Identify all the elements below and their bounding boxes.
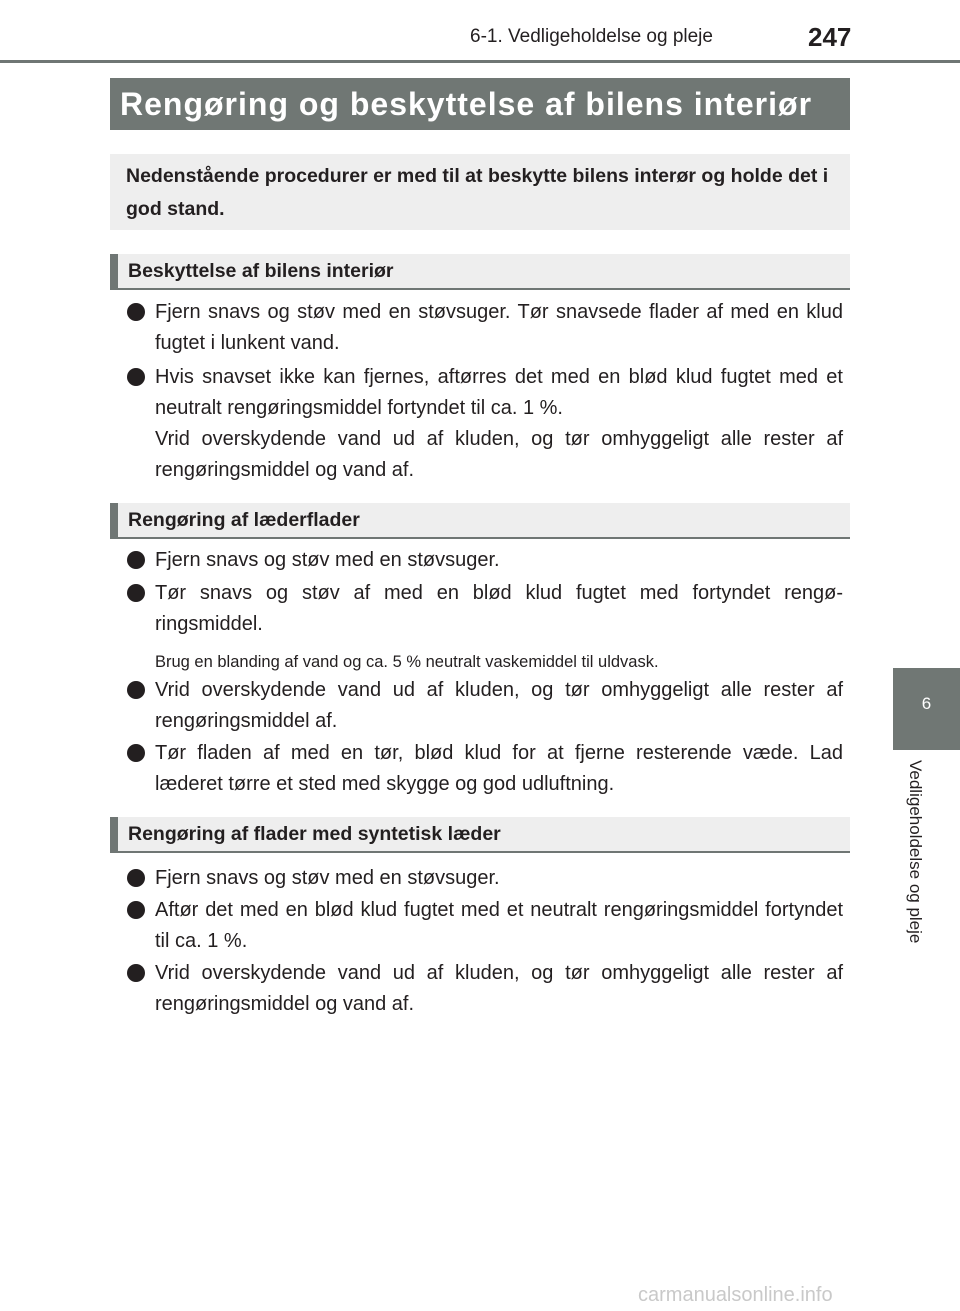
- bullet-icon: [127, 901, 145, 919]
- list-item-text: Fjern snavs og støv med en støvsuger. Tør snavsede flader af med en klud fugtet i lunkent vand.: [155, 301, 843, 354]
- page-title: Rengøring og beskyttelse af bilens interiør: [110, 78, 850, 130]
- list-item-text: Hvis snavset ikke kan fjernes, aftørres det med en blød klud fugtet med et neutralt rengøringsmiddel fortyndet til ca. 1 %.: [155, 366, 843, 419]
- watermark: carmanualsonline.info: [638, 1284, 833, 1306]
- bullet-icon: [127, 584, 145, 602]
- list-item: [127, 895, 843, 957]
- list-item-text: Aftør det med en blød klud fugtet med et neutralt rengøringsmiddel fortyndet til ca. 1 %.: [155, 899, 843, 952]
- section-heading-interior-protection: Beskyttelse af bilens interiør: [110, 254, 850, 290]
- bullet-icon: [127, 551, 145, 569]
- list-item-text: Tør fladen af med en tør, blød klud for at fjerne resterende væde. Lad læderet tørre et sted med skygge og god udluftning.: [155, 742, 843, 795]
- bullet-icon: [127, 681, 145, 699]
- list-item: [127, 362, 843, 486]
- list-item: [127, 545, 843, 576]
- page-number: 247: [808, 22, 852, 52]
- list-item-text: Vrid overskydende vand ud af kluden, og tør omhyggeligt alle rester af rengøringsmiddel og vand af.: [155, 962, 843, 1015]
- chapter-label: [897, 760, 937, 980]
- list-item: [127, 863, 843, 894]
- list-item-text: Vrid overskydende vand ud af kluden, og tør omhyggeligt alle rester af rengøringsmiddel af.: [155, 679, 843, 732]
- bullet-icon: [127, 869, 145, 887]
- section-heading-synthetic-leather: Rengøring af flader med syntetisk læder: [110, 817, 850, 853]
- list-item-continuation: Vrid overskydende vand ud af kluden, og tør omhyggeligt alle rester af rengøringsmiddel og vand af.: [155, 428, 843, 481]
- section-heading-leather-cleaning: Rengøring af læderflader: [110, 503, 850, 539]
- chapter-number: 6: [921, 694, 932, 713]
- list-item: [127, 675, 843, 737]
- bullet-icon: [127, 303, 145, 321]
- list-item-text: Fjern snavs og støv med en støvsuger.: [155, 549, 500, 571]
- list-item-text: Tør snavs og støv af med en blød klud fugtet med fortyndet rengø-ringsmiddel.: [155, 582, 843, 635]
- note-text: Brug en blanding af vand og ca. 5 % neutralt vaskemiddel til uldvask.: [155, 653, 659, 671]
- list-item: [127, 297, 843, 359]
- list-item: [127, 578, 843, 640]
- chapter-tab: [893, 668, 960, 750]
- bullet-icon: [127, 368, 145, 386]
- bullet-icon: [127, 744, 145, 762]
- intro-text: Nedenstående procedurer er med til at beskytte bilens interør og holde det i god stand.: [110, 154, 850, 230]
- list-item: [127, 738, 843, 800]
- bullet-icon: [127, 964, 145, 982]
- running-header-section: 6-1. Vedligeholdelse og pleje: [470, 26, 713, 47]
- list-item-text: Fjern snavs og støv med en støvsuger.: [155, 867, 500, 889]
- chapter-label-text: Vedligeholdelse og pleje: [906, 760, 925, 944]
- list-item: [127, 958, 843, 1020]
- header-divider: [0, 60, 960, 63]
